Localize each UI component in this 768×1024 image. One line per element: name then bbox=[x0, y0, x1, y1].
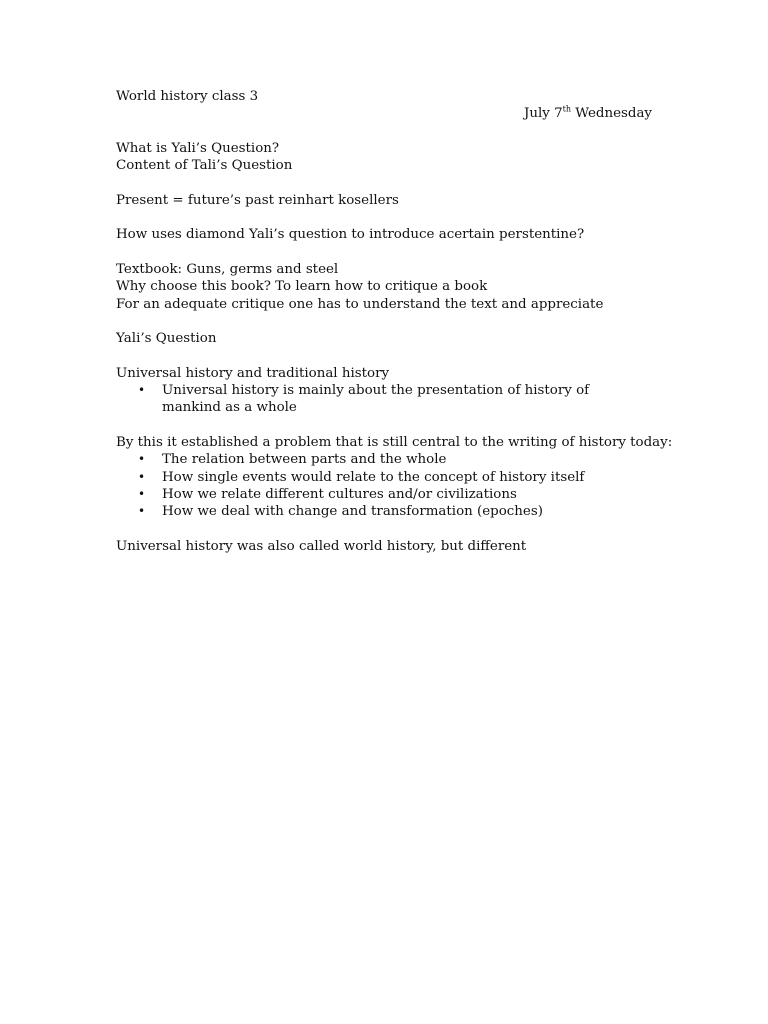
spacer bbox=[116, 313, 652, 330]
spacer bbox=[116, 347, 652, 364]
bullet-list-problems bbox=[116, 451, 652, 520]
section-heading-yali: Yali’s Question bbox=[116, 331, 217, 347]
date-weekday: Wednesday bbox=[575, 106, 652, 122]
date-suffix: th bbox=[562, 104, 572, 114]
document-date bbox=[116, 105, 652, 122]
list-item: • How we relate different cultures and/or civilizations bbox=[116, 486, 652, 503]
section-heading-universal: Universal history and traditional history bbox=[116, 365, 390, 381]
spacer bbox=[116, 209, 652, 226]
spacer bbox=[116, 520, 652, 537]
text-line-present: Present = future’s past reinhart kosellers bbox=[116, 192, 399, 208]
list-item: • How single events would relate to the concept of history itself bbox=[116, 469, 652, 486]
text-line-adequate: For an adequate critique one has to understand the text and appreciate bbox=[116, 296, 604, 312]
text-line-why: Why choose this book? To learn how to critique a book bbox=[116, 279, 488, 295]
text-line-q2: Content of Tali’s Question bbox=[116, 158, 293, 174]
list-item: • Universal history is mainly about the presentation of history of mankind as a whole bbox=[116, 382, 652, 417]
document-title: World history class 3 bbox=[116, 89, 259, 104]
text-line-textbook: Textbook: Guns, germs and steel bbox=[116, 261, 339, 277]
list-item: • The relation between parts and the whole bbox=[116, 451, 652, 468]
text-line-by-this: By this it established a problem that is still central to the writing of history today: bbox=[116, 434, 673, 450]
spacer bbox=[116, 417, 652, 434]
bullet-list-universal bbox=[116, 382, 652, 417]
spacer bbox=[116, 123, 652, 140]
date-month-day: July 7 bbox=[524, 106, 563, 122]
spacer bbox=[116, 174, 652, 191]
list-item: • How we deal with change and transformation (epoches) bbox=[116, 503, 652, 520]
text-line-last: Universal history was also called world history, but different bbox=[116, 538, 527, 554]
spacer bbox=[116, 244, 652, 261]
text-line-q1: What is Yali’s Question? bbox=[116, 140, 280, 156]
text-line-how-uses: How uses diamond Yali’s question to introduce acertain perstentine? bbox=[116, 227, 585, 243]
